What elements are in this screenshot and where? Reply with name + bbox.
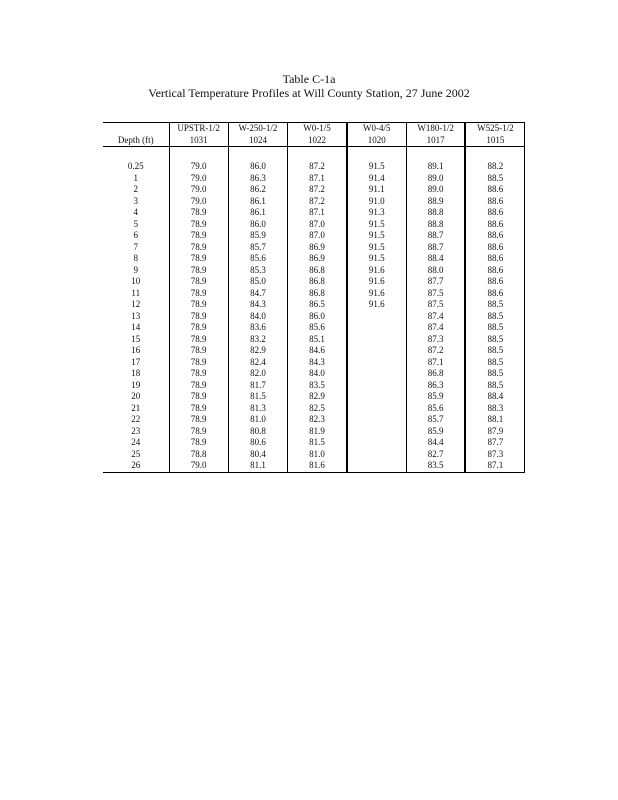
w250-temp-cell: 85.7	[228, 242, 287, 254]
table-row	[103, 403, 525, 415]
depth-cell: 11	[131, 287, 141, 298]
w0-4-5-temp-cell: 91.5	[347, 161, 406, 173]
table-row	[103, 449, 525, 461]
w0-4-5-temp-cell	[347, 357, 406, 369]
w0-1-5-temp-cell: 86.9	[288, 253, 347, 265]
w180-temp-cell: 88.9	[406, 196, 465, 208]
depth-cell: 20	[131, 391, 141, 401]
table-row	[103, 311, 525, 323]
table-row	[103, 265, 525, 277]
w0-4-5-temp-cell	[347, 345, 406, 357]
w250-temp-cell: 82.4	[228, 357, 287, 369]
w250-temp-cell: 86.1	[228, 207, 287, 219]
depth-cell: 9	[133, 264, 138, 275]
w250-temp-cell: 82.0	[228, 368, 287, 380]
depth-cell: 3	[133, 195, 138, 206]
w525-temp-cell: 87.9	[465, 426, 524, 438]
w0-4-5-temp-cell	[347, 311, 406, 323]
w525-temp-cell: 88.6	[465, 276, 524, 288]
w0-1-5-temp-cell: 87.1	[288, 207, 347, 219]
w180-temp-cell: 88.4	[406, 253, 465, 265]
w0-1-5-temp-cell: 87.2	[288, 184, 347, 196]
w0-1-5-temp-cell: 87.2	[288, 196, 347, 208]
upstr-temp-cell: 79.0	[169, 184, 228, 196]
table-row	[103, 230, 525, 242]
w0-4-5-temp-cell	[347, 414, 406, 426]
w180-temp-cell: 87.5	[406, 299, 465, 311]
w525-temp-cell: 88.6	[465, 230, 524, 242]
w0-4-5-temp-cell	[347, 334, 406, 346]
upstr-temp-cell: 78.9	[169, 219, 228, 231]
w180-temp-cell: 85.6	[406, 403, 465, 415]
upstr-temp-cell: 78.9	[169, 207, 228, 219]
depth-cell: 0.25	[127, 161, 144, 171]
table-row	[103, 322, 525, 334]
upstr-temp-cell: 78.8	[169, 449, 228, 461]
w525-temp-cell: 88.5	[465, 311, 524, 323]
w525-temp-cell: 88.5	[465, 334, 524, 346]
w250-temp-cell: 80.4	[228, 449, 287, 461]
w250-temp-cell: 85.3	[228, 265, 287, 277]
w250-temp-cell: 81.7	[228, 380, 287, 392]
depth-cell: 4	[133, 207, 138, 217]
upstr-temp-cell: 79.0	[169, 460, 228, 472]
depth-cell: 18	[131, 368, 141, 378]
w0-4-5-temp-cell	[347, 380, 406, 392]
w525-temp-cell: 88.6	[465, 207, 524, 219]
w0-1-5-temp-cell: 86.8	[288, 288, 347, 300]
w0-1-5-temp-cell: 86.8	[288, 265, 347, 277]
station-id-header: 1015	[465, 134, 524, 147]
w180-temp-cell: 87.7	[406, 276, 465, 288]
w250-temp-cell: 84.3	[228, 299, 287, 311]
w0-4-5-temp-cell: 91.6	[347, 276, 406, 288]
table-row	[103, 299, 525, 311]
w0-4-5-temp-cell	[347, 449, 406, 461]
table-row	[103, 196, 525, 208]
w250-temp-cell: 81.5	[228, 391, 287, 403]
w0-1-5-temp-cell: 81.0	[288, 449, 347, 461]
w525-temp-cell: 88.5	[465, 345, 524, 357]
table-row	[103, 219, 525, 231]
w525-temp-cell: 88.3	[465, 403, 524, 415]
upstr-temp-cell: 78.9	[169, 437, 228, 449]
w0-1-5-temp-cell: 82.9	[288, 391, 347, 403]
w250-temp-cell: 83.2	[228, 334, 287, 346]
table-header	[103, 123, 525, 147]
upstr-temp-cell: 78.9	[169, 276, 228, 288]
w525-temp-cell: 88.5	[465, 357, 524, 369]
w0-4-5-temp-cell: 91.4	[347, 173, 406, 185]
table-row	[103, 184, 525, 196]
w180-temp-cell: 83.5	[406, 460, 465, 472]
depth-cell: 13	[131, 310, 141, 321]
depth-cell: 5	[133, 218, 138, 229]
w250-temp-cell: 86.3	[228, 173, 287, 185]
w525-temp-cell: 88.1	[465, 414, 524, 426]
upstr-temp-cell: 78.9	[169, 403, 228, 415]
w0-4-5-temp-cell	[347, 426, 406, 438]
w525-temp-cell: 88.6	[465, 196, 524, 208]
depth-cell: 15	[131, 333, 141, 344]
w250-temp-cell: 84.7	[228, 288, 287, 300]
w0-1-5-temp-cell: 83.5	[288, 380, 347, 392]
temperature-profile-table	[103, 122, 525, 473]
station-name-header: W-250-1/2	[228, 123, 287, 135]
table-row	[103, 242, 525, 254]
upstr-temp-cell: 79.0	[169, 173, 228, 185]
table-row	[103, 207, 525, 219]
w0-4-5-temp-cell: 91.6	[347, 299, 406, 311]
upstr-temp-cell: 78.9	[169, 380, 228, 392]
w180-temp-cell: 85.7	[406, 414, 465, 426]
w0-1-5-temp-cell: 81.5	[288, 437, 347, 449]
station-name-header: W525-1/2	[465, 123, 524, 135]
w180-temp-cell: 87.2	[406, 345, 465, 357]
w250-temp-cell: 81.3	[228, 403, 287, 415]
w0-1-5-temp-cell: 85.1	[288, 334, 347, 346]
station-id-header: 1024	[228, 134, 287, 147]
w250-temp-cell: 85.9	[228, 230, 287, 242]
table-row	[103, 334, 525, 346]
w525-temp-cell: 88.5	[465, 299, 524, 311]
depth-cell: 17	[131, 356, 141, 367]
table-row	[103, 380, 525, 392]
depth-cell: 22	[131, 414, 141, 424]
table-row	[103, 357, 525, 369]
depth-cell: 25	[131, 448, 141, 459]
w180-temp-cell: 88.7	[406, 230, 465, 242]
upstr-temp-cell: 78.9	[169, 345, 228, 357]
w250-temp-cell: 85.0	[228, 276, 287, 288]
table-row	[103, 345, 525, 357]
w180-temp-cell: 85.9	[406, 391, 465, 403]
station-name-header: W180-1/2	[406, 123, 465, 135]
table-row	[103, 276, 525, 288]
depth-cell: 21	[131, 402, 141, 413]
w180-temp-cell: 88.8	[406, 207, 465, 219]
upstr-temp-cell: 78.9	[169, 265, 228, 277]
upstr-temp-cell: 78.9	[169, 426, 228, 438]
upstr-temp-cell: 78.9	[169, 253, 228, 265]
table-body	[103, 147, 525, 473]
table-row	[103, 253, 525, 265]
w525-temp-cell: 88.6	[465, 253, 524, 265]
upstr-temp-cell: 78.9	[169, 322, 228, 334]
w180-temp-cell: 88.8	[406, 219, 465, 231]
table-row	[103, 288, 525, 300]
w0-4-5-temp-cell: 91.5	[347, 219, 406, 231]
depth-cell: 14	[131, 322, 141, 332]
w0-4-5-temp-cell: 91.5	[347, 253, 406, 265]
w525-temp-cell: 87.3	[465, 449, 524, 461]
w0-4-5-temp-cell: 91.6	[347, 288, 406, 300]
w250-temp-cell: 84.0	[228, 311, 287, 323]
w525-temp-cell: 88.6	[465, 242, 524, 254]
upstr-temp-cell: 79.0	[169, 196, 228, 208]
table-row	[103, 368, 525, 380]
w0-1-5-temp-cell: 82.3	[288, 414, 347, 426]
w525-temp-cell: 88.6	[465, 219, 524, 231]
w250-temp-cell: 86.1	[228, 196, 287, 208]
table-title: Table C-1a	[282, 72, 336, 86]
w525-temp-cell: 88.2	[465, 161, 524, 173]
w250-temp-cell: 86.0	[228, 219, 287, 231]
w0-4-5-temp-cell	[347, 403, 406, 415]
w180-temp-cell: 87.4	[406, 311, 465, 323]
w0-1-5-temp-cell: 86.8	[288, 276, 347, 288]
w525-temp-cell: 87.1	[465, 460, 524, 472]
w0-1-5-temp-cell: 84.3	[288, 357, 347, 369]
table-row	[103, 437, 525, 449]
w180-temp-cell: 88.7	[406, 242, 465, 254]
depth-cell: 7	[133, 241, 138, 252]
w180-temp-cell: 84.4	[406, 437, 465, 449]
w0-4-5-temp-cell: 91.5	[347, 230, 406, 242]
upstr-temp-cell: 78.9	[169, 288, 228, 300]
w0-4-5-temp-cell: 91.6	[347, 265, 406, 277]
upstr-temp-cell: 78.9	[169, 311, 228, 323]
depth-cell: 8	[133, 253, 138, 263]
depth-cell: 6	[133, 230, 138, 240]
w180-temp-cell: 88.0	[406, 265, 465, 277]
w180-temp-cell: 89.1	[406, 161, 465, 173]
station-id-header: 1022	[288, 134, 347, 147]
w0-1-5-temp-cell: 81.9	[288, 426, 347, 438]
w0-1-5-temp-cell: 81.6	[288, 460, 347, 472]
w0-4-5-temp-cell	[347, 437, 406, 449]
table-subtitle: Vertical Temperature Profiles at Will County Station, 27 June 2002	[148, 86, 470, 100]
depth-cell: 12	[131, 299, 141, 309]
station-name-header: W0-1/5	[288, 123, 347, 135]
depth-column-header: Depth (ft)	[103, 123, 169, 147]
w0-1-5-temp-cell: 87.2	[288, 161, 347, 173]
w0-4-5-temp-cell	[347, 460, 406, 472]
upstr-temp-cell: 78.9	[169, 299, 228, 311]
w250-temp-cell: 85.6	[228, 253, 287, 265]
w0-1-5-temp-cell: 86.0	[288, 311, 347, 323]
upstr-temp-cell: 78.9	[169, 230, 228, 242]
w525-temp-cell: 88.5	[465, 322, 524, 334]
upstr-temp-cell: 78.9	[169, 368, 228, 380]
upstr-temp-cell: 78.9	[169, 357, 228, 369]
station-id-header: 1017	[406, 134, 465, 147]
w180-temp-cell: 85.9	[406, 426, 465, 438]
station-id-header: 1020	[347, 134, 406, 147]
depth-cell: 23	[131, 425, 141, 436]
w250-temp-cell: 86.0	[228, 161, 287, 173]
depth-cell: 1	[133, 172, 138, 183]
w180-temp-cell: 89.0	[406, 173, 465, 185]
w0-1-5-temp-cell: 84.6	[288, 345, 347, 357]
upstr-temp-cell: 78.9	[169, 242, 228, 254]
depth-cell: 16	[131, 345, 141, 355]
w0-1-5-temp-cell: 87.1	[288, 173, 347, 185]
w525-temp-cell: 87.7	[465, 437, 524, 449]
depth-cell: 10	[131, 276, 141, 286]
w180-temp-cell: 86.3	[406, 380, 465, 392]
depth-cell: 24	[131, 437, 141, 447]
w0-1-5-temp-cell: 86.9	[288, 242, 347, 254]
w0-1-5-temp-cell: 87.0	[288, 219, 347, 231]
station-name-header: UPSTR-1/2	[169, 123, 228, 135]
w0-1-5-temp-cell: 86.5	[288, 299, 347, 311]
table-row	[103, 173, 525, 185]
depth-cell: 26	[103, 460, 169, 472]
w0-1-5-temp-cell: 87.0	[288, 230, 347, 242]
upstr-temp-cell: 79.0	[169, 161, 228, 173]
upstr-temp-cell: 78.9	[169, 334, 228, 346]
table-row	[103, 414, 525, 426]
w180-temp-cell: 87.4	[406, 322, 465, 334]
w525-temp-cell: 88.6	[465, 184, 524, 196]
station-name-header: W0-4/5	[347, 123, 406, 135]
w0-4-5-temp-cell: 91.0	[347, 196, 406, 208]
w250-temp-cell: 83.6	[228, 322, 287, 334]
w250-temp-cell: 81.1	[228, 460, 287, 472]
w250-temp-cell: 82.9	[228, 345, 287, 357]
w250-temp-cell: 80.6	[228, 437, 287, 449]
depth-cell: 2	[133, 184, 138, 194]
w525-temp-cell: 88.5	[465, 380, 524, 392]
depth-cell: 19	[131, 379, 141, 390]
w0-1-5-temp-cell: 82.5	[288, 403, 347, 415]
w0-4-5-temp-cell	[347, 368, 406, 380]
w525-temp-cell: 88.6	[465, 288, 524, 300]
w0-4-5-temp-cell: 91.1	[347, 184, 406, 196]
w0-4-5-temp-cell: 91.3	[347, 207, 406, 219]
upstr-temp-cell: 78.9	[169, 414, 228, 426]
w180-temp-cell: 86.8	[406, 368, 465, 380]
w525-temp-cell: 88.5	[465, 173, 524, 185]
w180-temp-cell: 87.3	[406, 334, 465, 346]
station-id-header: 1031	[169, 134, 228, 147]
w0-1-5-temp-cell: 84.0	[288, 368, 347, 380]
w525-temp-cell: 88.6	[465, 265, 524, 277]
table-row	[103, 426, 525, 438]
table-row	[103, 460, 525, 472]
w250-temp-cell: 81.0	[228, 414, 287, 426]
table-row	[103, 161, 525, 173]
w0-4-5-temp-cell	[347, 322, 406, 334]
upstr-temp-cell: 78.9	[169, 391, 228, 403]
w525-temp-cell: 88.4	[465, 391, 524, 403]
w180-temp-cell: 82.7	[406, 449, 465, 461]
w180-temp-cell: 87.5	[406, 288, 465, 300]
w0-4-5-temp-cell	[347, 391, 406, 403]
table-row	[103, 391, 525, 403]
w0-1-5-temp-cell: 85.6	[288, 322, 347, 334]
w0-4-5-temp-cell: 91.5	[347, 242, 406, 254]
w250-temp-cell: 80.8	[228, 426, 287, 438]
w525-temp-cell: 88.5	[465, 368, 524, 380]
w180-temp-cell: 89.0	[406, 184, 465, 196]
w180-temp-cell: 87.1	[406, 357, 465, 369]
w250-temp-cell: 86.2	[228, 184, 287, 196]
